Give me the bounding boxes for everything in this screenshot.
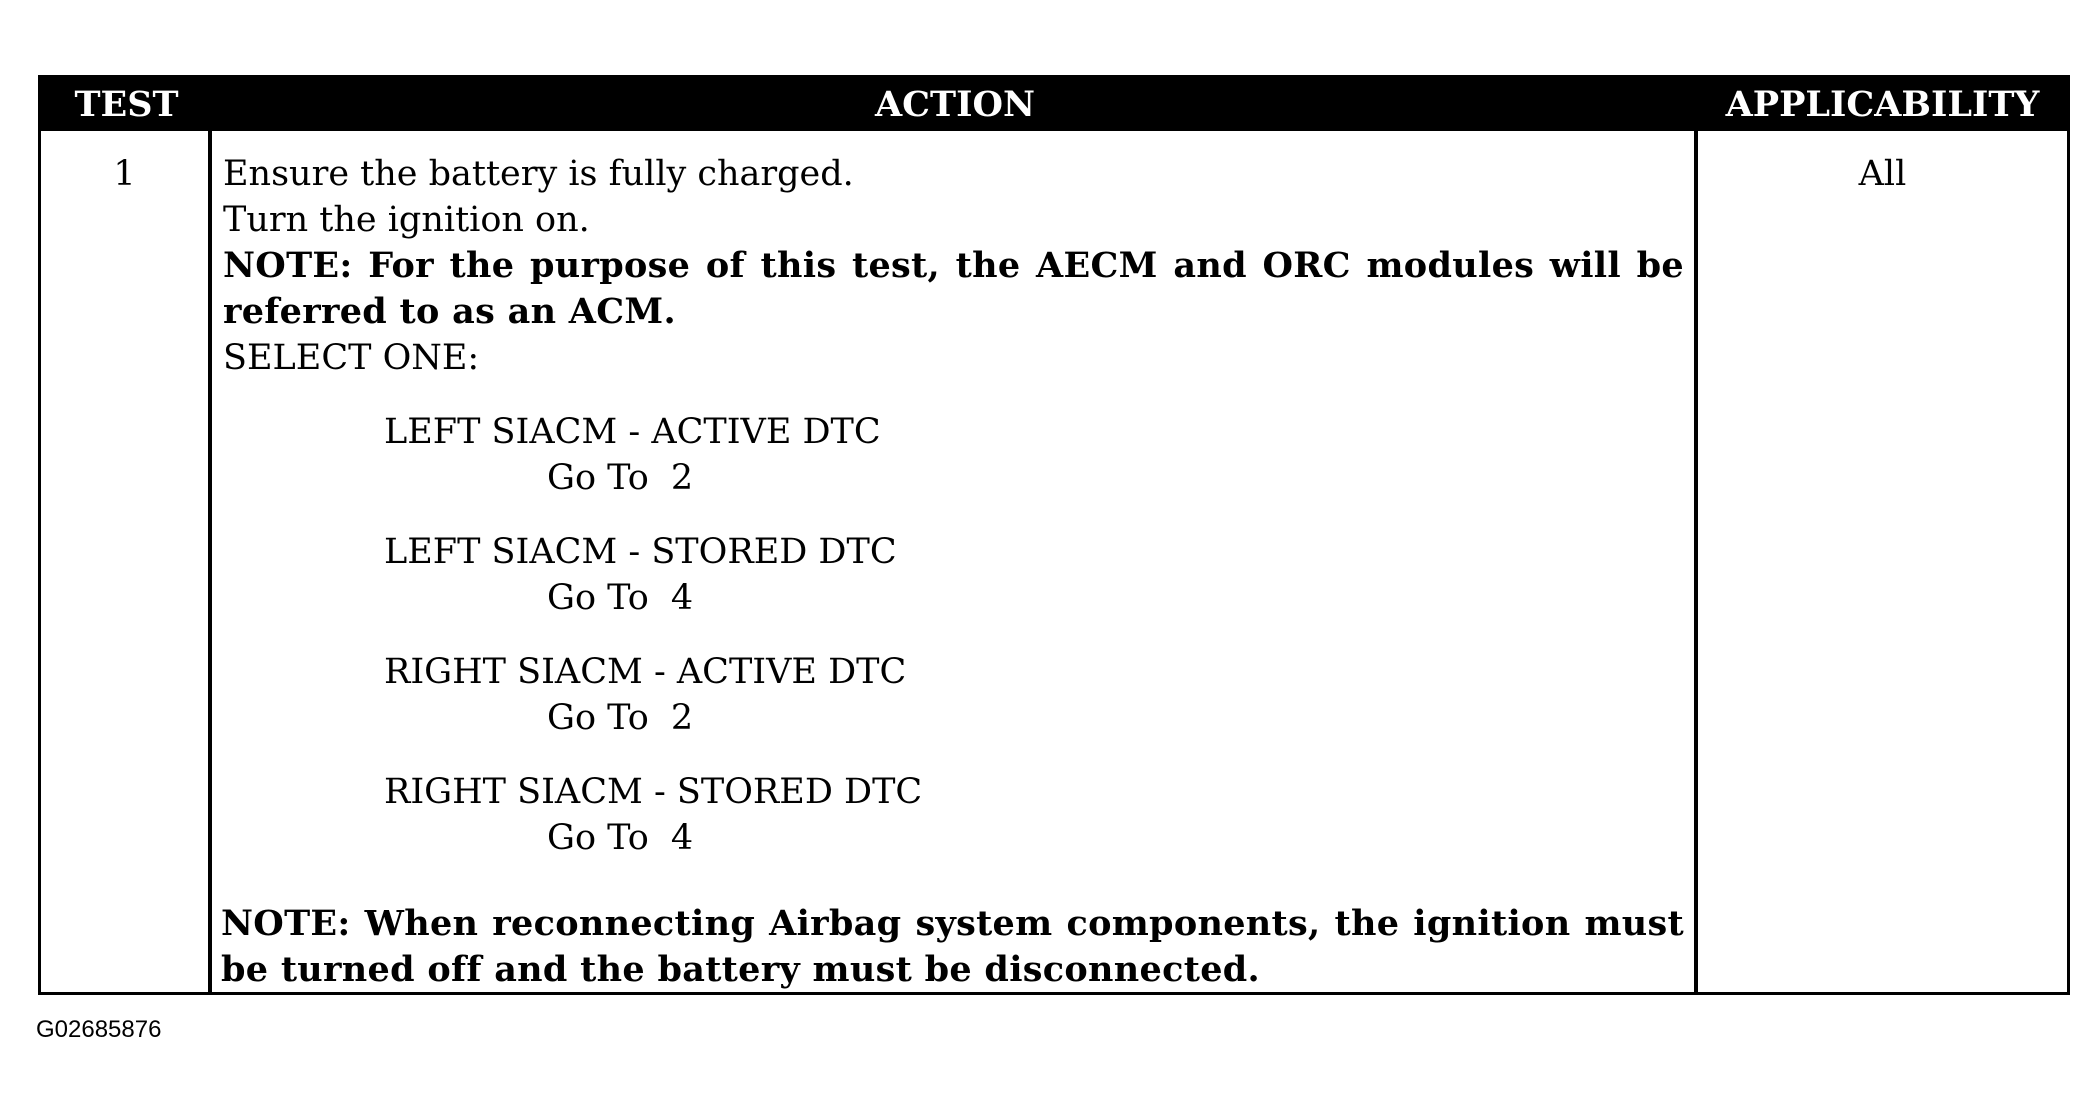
action-step-2: Turn the ignition on. xyxy=(223,200,590,240)
test-number: 1 xyxy=(113,154,136,194)
table-row xyxy=(41,131,2067,992)
table-header-row xyxy=(41,78,2067,131)
goto-instruction xyxy=(547,455,1684,501)
goto-label: Go To xyxy=(547,698,649,738)
option-item xyxy=(384,649,1684,741)
option-item xyxy=(384,409,1684,501)
select-one-label: SELECT ONE: xyxy=(223,338,480,378)
applicability-value: All xyxy=(1858,154,1907,194)
applicability-cell xyxy=(1698,131,2067,992)
goto-label: Go To xyxy=(547,818,649,858)
option-list xyxy=(223,409,1684,861)
header-action: ACTION xyxy=(875,84,1035,125)
note-acm: NOTE: For the purpose of this test, the AECM and ORC modules will be referred to as an ACM. xyxy=(223,245,1684,332)
option-label: RIGHT SIACM - ACTIVE DTC xyxy=(384,652,907,692)
header-test: TEST xyxy=(74,84,179,125)
header-applicability: APPLICABILITY xyxy=(1725,84,2040,125)
goto-step: 2 xyxy=(670,458,694,498)
goto-label: Go To xyxy=(547,458,649,498)
option-label: LEFT SIACM - ACTIVE DTC xyxy=(384,412,881,452)
goto-instruction xyxy=(547,815,1684,861)
goto-instruction xyxy=(547,695,1684,741)
test-cell xyxy=(41,131,212,992)
goto-step: 2 xyxy=(670,698,694,738)
option-item xyxy=(384,529,1684,621)
option-label: RIGHT SIACM - STORED DTC xyxy=(384,772,923,812)
goto-instruction xyxy=(547,575,1684,621)
action-step-1: Ensure the battery is fully charged. xyxy=(223,154,854,194)
diagnostic-test-table xyxy=(38,75,2070,995)
option-label: LEFT SIACM - STORED DTC xyxy=(384,532,897,572)
figure-id: G02685876 xyxy=(36,1016,162,1043)
goto-step: 4 xyxy=(670,818,694,858)
note-reconnecting: NOTE: When reconnecting Airbag system components, the ignition must be turned off and the battery must be disconnected. xyxy=(221,903,1684,990)
goto-step: 4 xyxy=(670,578,694,618)
goto-label: Go To xyxy=(547,578,649,618)
option-item xyxy=(384,769,1684,861)
action-cell xyxy=(212,131,1698,992)
